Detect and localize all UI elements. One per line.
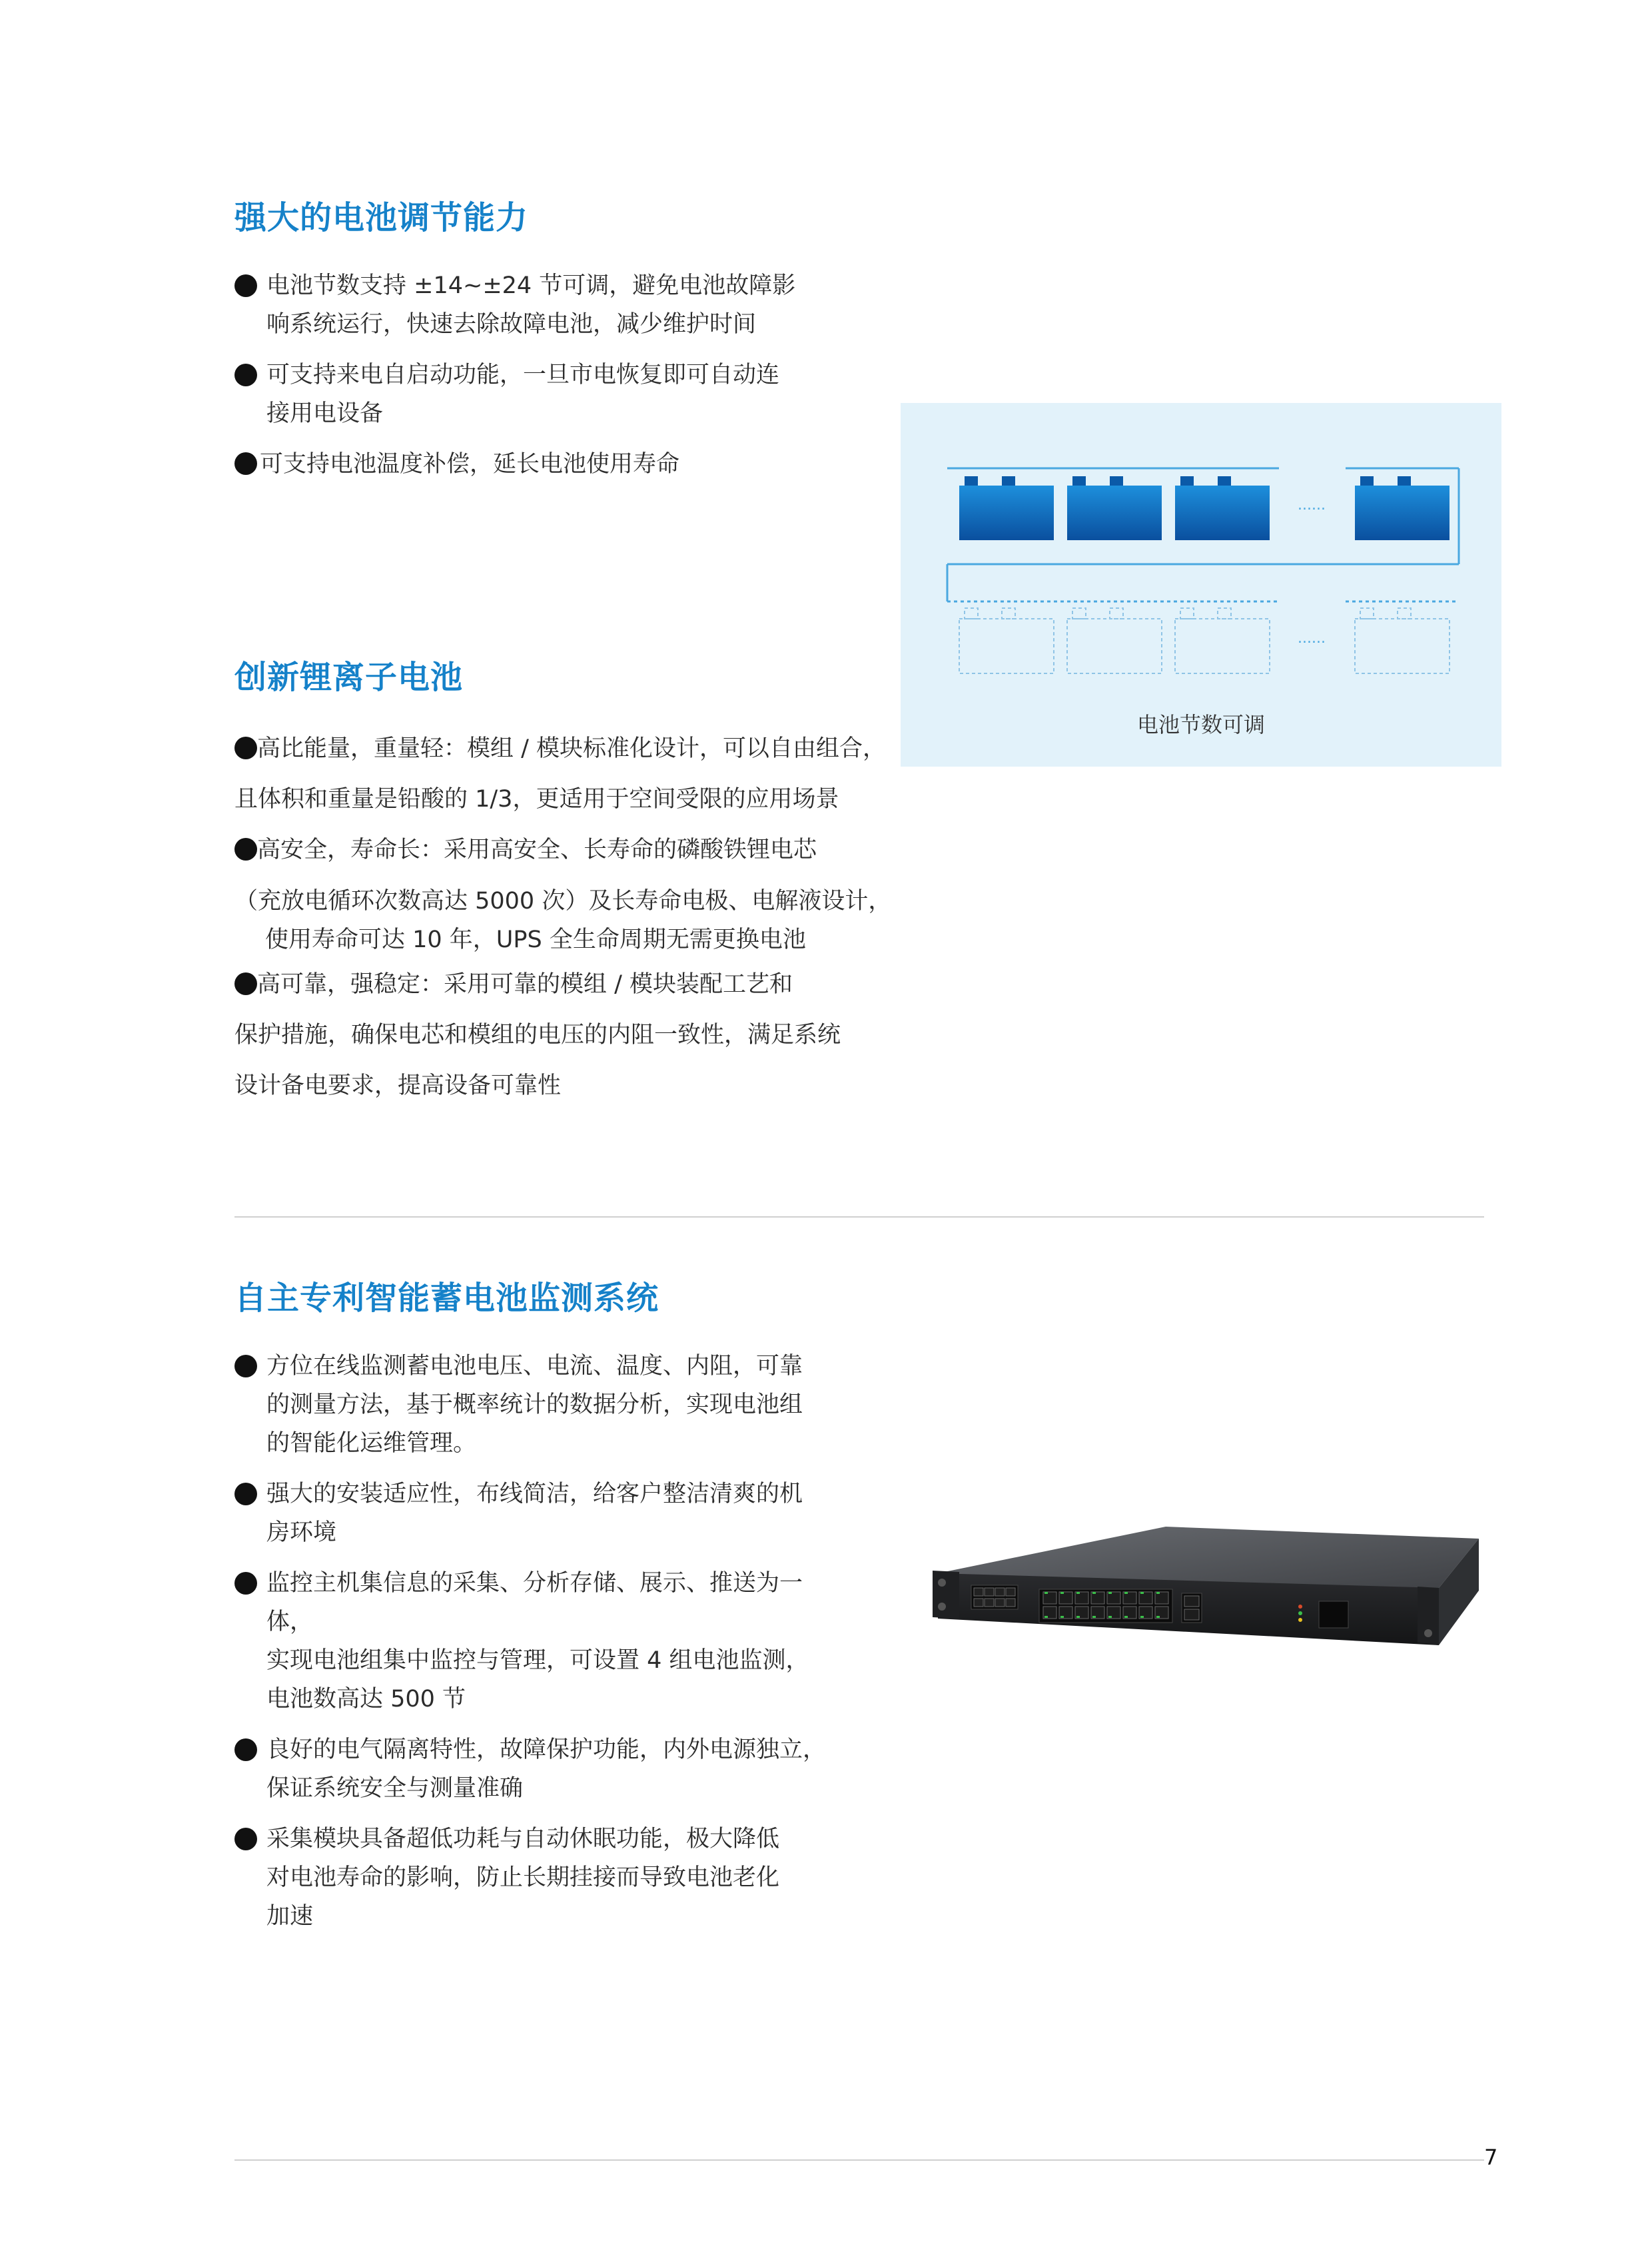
paragraph-line — [234, 825, 914, 875]
rack-ear-left — [933, 1571, 959, 1619]
list-item — [234, 1820, 834, 1936]
bullet-icon — [234, 1355, 257, 1377]
bullet-icon — [234, 1483, 257, 1505]
bullet-icon — [234, 364, 257, 386]
list-item-line: 响系统运行，快速去除故障电池，减少维护时间 — [266, 311, 757, 338]
battery-diagram-graphic — [901, 403, 1501, 696]
section-title-battery-adjust: 强大的电池调节能力 — [234, 199, 529, 236]
footer-divider — [234, 2159, 1484, 2161]
paragraph-line: 设计备电要求，提高设备可靠性 — [234, 1072, 562, 1099]
list-item-line: 的测量方法，基于概率统计的数据分析，实现电池组 — [266, 1391, 803, 1418]
battery-count-diagram — [901, 403, 1501, 767]
paragraph-line: 且体积和重量是铅酸的 1/3，更适用于空间受限的应用场景 — [234, 786, 839, 813]
paragraph-line: 使用寿命可达 10 年，UPS 全生命周期无需更换电池 — [265, 927, 806, 953]
li-ion-paragraph — [234, 723, 914, 1111]
device-display — [1319, 1601, 1348, 1628]
paragraph-line — [234, 723, 914, 774]
battery-outline-icon — [959, 608, 1054, 673]
list-item-line: 加速 — [266, 1903, 314, 1930]
diagram-caption: 电池节数可调 — [1136, 712, 1265, 737]
section-title-monitoring-system: 自主专利智能蓄电池监测系统 — [234, 1280, 659, 1317]
monitoring-host-image — [933, 1519, 1499, 1738]
list-item-line: 电池数高达 500 节 — [266, 1686, 466, 1712]
battery-outline-icon — [1175, 608, 1270, 673]
list-item-line: 房环境 — [266, 1519, 337, 1546]
status-led-icon — [1298, 1605, 1302, 1622]
list-item-line: 监控主机集信息的采集、分析存储、展示、推送为一体， — [266, 1570, 803, 1635]
list-item — [234, 1347, 834, 1463]
list-item-line: 良好的电气隔离特性，故障保护功能，内外电源独立， — [266, 1736, 827, 1763]
bullet-icon — [234, 274, 257, 297]
paragraph-text: 高安全，寿命长：采用高安全、长寿命的磷酸铁锂电芯 — [257, 837, 817, 863]
section-divider — [234, 1216, 1484, 1218]
list-item-line: 电池节数支持 ±14~±24 节可调，避免电池故障影 — [266, 272, 796, 299]
list-item-line: 对电池寿命的影响，防止长期挂接而导致电池老化 — [266, 1864, 780, 1891]
battery-icon — [1067, 476, 1162, 540]
list-item-line: 强大的安装适应性，布线简洁，给客户整洁清爽的机 — [266, 1481, 803, 1507]
monitoring-system-list — [234, 1347, 834, 1948]
bullet-icon — [234, 452, 257, 475]
list-item — [234, 1475, 834, 1552]
list-item-line: 保证系统安全与测量准确 — [266, 1775, 524, 1802]
ethernet-port-group — [971, 1585, 1018, 1609]
paragraph-text: 高比能量，重量轻：模组 / 模块标准化设计，可以自由组合， — [257, 735, 887, 762]
screw-icon — [1424, 1629, 1432, 1637]
bullet-icon — [234, 838, 257, 861]
list-item-line: 接用电设备 — [266, 400, 384, 427]
list-item — [234, 1564, 834, 1718]
ellipsis-top: ...... — [1298, 497, 1326, 514]
list-item-line: 可支持电池温度补偿，延长电池使用寿命 — [260, 451, 680, 478]
paragraph-line: （充放电循环次数高达 5000 次）及长寿命电极、电解液设计， — [234, 888, 892, 915]
list-item-line: 方位在线监测蓄电池电压、电流、温度、内阻，可靠 — [266, 1353, 803, 1379]
bullet-icon — [234, 737, 257, 759]
list-item-line: 实现电池组集中监控与管理，可设置 4 组电池监测， — [266, 1647, 809, 1674]
battery-icon — [959, 476, 1054, 540]
list-item — [234, 1730, 834, 1808]
ethernet-port-group — [1039, 1589, 1172, 1623]
list-item-line: 可支持来电自启动功能，一旦市电恢复即可自动连 — [266, 362, 780, 388]
battery-outline-icon — [1067, 608, 1162, 673]
bullet-icon — [234, 972, 257, 995]
battery-adjust-list — [234, 266, 834, 496]
battery-outline-icon — [1355, 608, 1449, 673]
ethernet-port-group — [1182, 1593, 1202, 1623]
paragraph-line — [234, 959, 914, 1010]
section-title-li-ion: 创新锂离子电池 — [234, 659, 464, 696]
list-item-line: 采集模块具备超低功耗与自动休眠功能，极大降低 — [266, 1826, 780, 1852]
paragraph-text: 高可靠，强稳定：采用可靠的模组 / 模块装配工艺和 — [257, 971, 793, 998]
bullet-icon — [234, 1572, 257, 1595]
paragraph-line: 保护措施，确保电芯和模组的电压的内阻一致性，满足系统 — [234, 1022, 841, 1048]
bullet-icon — [234, 1738, 257, 1761]
ellipsis-bottom: ...... — [1298, 630, 1326, 647]
list-item — [234, 266, 834, 344]
battery-icon — [1175, 476, 1270, 540]
page-number: 7 — [1484, 2145, 1498, 2170]
screw-icon — [938, 1579, 946, 1587]
bullet-icon — [234, 1828, 257, 1850]
list-item — [234, 356, 834, 433]
battery-icon — [1355, 476, 1449, 540]
list-item — [234, 445, 834, 484]
screw-icon — [938, 1603, 946, 1611]
list-item-line: 的智能化运维管理。 — [266, 1430, 477, 1457]
